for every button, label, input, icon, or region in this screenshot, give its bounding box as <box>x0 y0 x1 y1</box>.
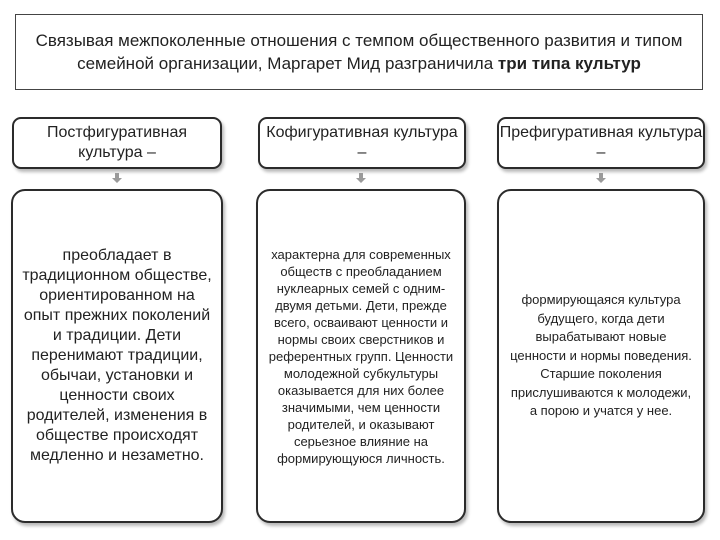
down-arrow-icon <box>356 173 366 183</box>
description-postfigurative <box>11 189 223 523</box>
heading-prefigurative-text: Префигуративная культура – <box>499 124 703 161</box>
diagram-title-text <box>24 29 694 75</box>
down-arrow-icon <box>596 173 606 183</box>
description-cofigurative-text: характерна для современных обществ с преобладанием нуклеарных семей с одним-двумя детьми. Дети, прежде всего, осваивают ценности и нормы своих сверстников и референтных групп. Ценности молодежной субкультуры оказывается для них более значимыми, чем ценности родителей, и оказывают серьезное влияние на формирующуюся личность. <box>268 246 454 466</box>
title-bold-text: три типа культур <box>497 54 641 73</box>
heading-postfigurative-text: Постфигуративная культура – <box>46 124 188 161</box>
description-prefigurative-text: формирующаяся культура будущего, когда дети вырабатывают новые ценности и нормы поведения. Старшие поколения прислушиваются к молодежи, а порою и учатся у нее. <box>510 292 692 419</box>
diagram-title <box>15 14 703 90</box>
heading-cofigurative <box>258 117 466 169</box>
title-plain-text: Связывая межпоколенные отношения с темпом общественного развития и типом семейной организации, Маргарет Мид разграничила <box>35 31 683 73</box>
down-arrow-icon <box>112 173 122 183</box>
description-prefigurative <box>497 189 705 523</box>
heading-prefigurative <box>497 117 705 169</box>
heading-postfigurative <box>12 117 222 169</box>
description-cofigurative <box>256 189 466 523</box>
heading-cofigurative-text: Кофигуративная культура – <box>266 124 458 161</box>
description-postfigurative-text: преобладает в традиционном обществе, ориентированном на опыт прежних поколений и традиции. Дети перенимают традиции, обычаи, установки и ценности своих родителей, изменения в обществе происходят медленно и незаметно. <box>22 247 212 464</box>
